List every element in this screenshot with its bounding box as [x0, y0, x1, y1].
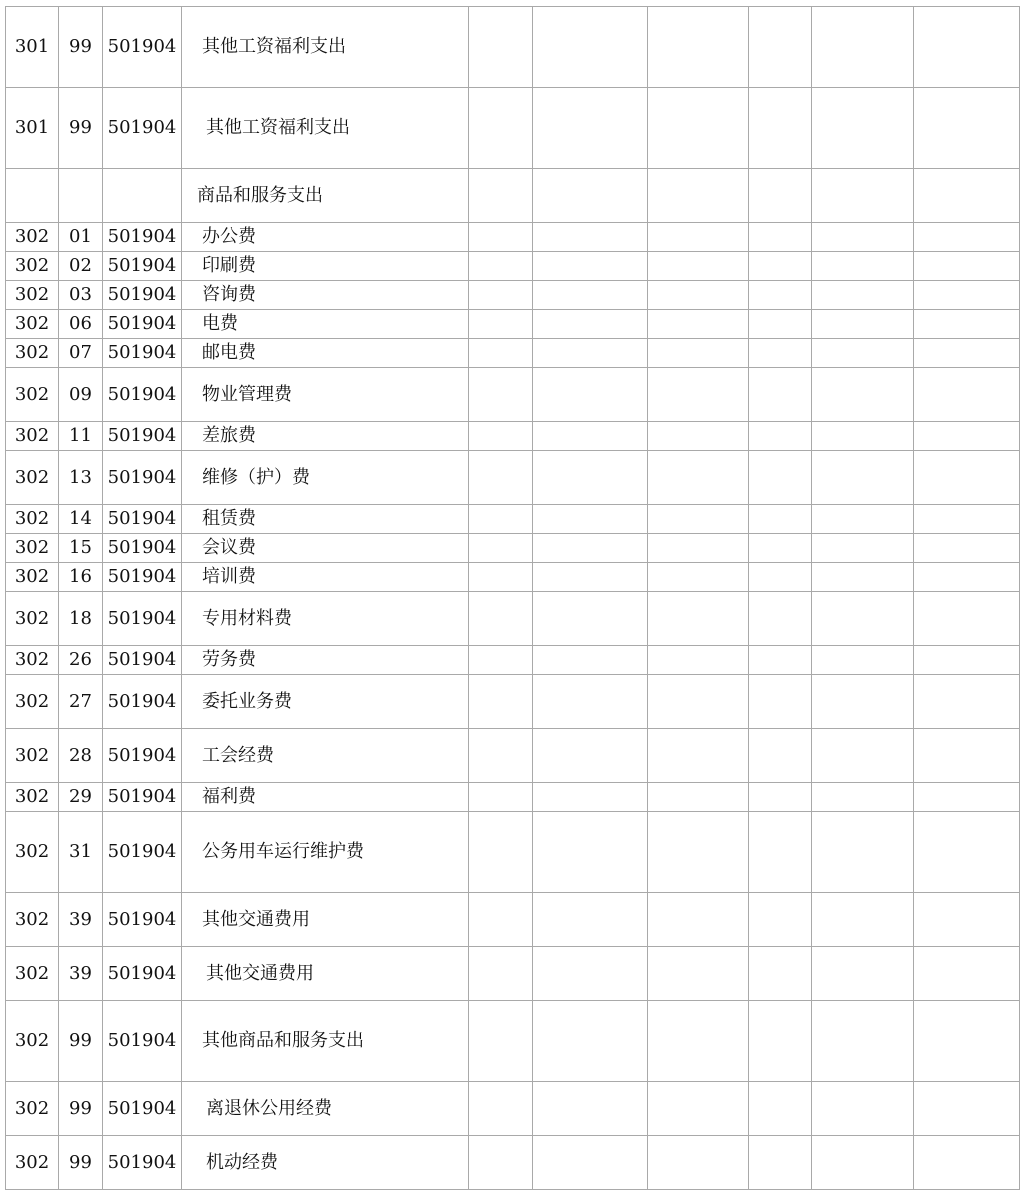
function-code-cell: 501904: [103, 534, 182, 563]
amount-cell: [469, 947, 533, 1001]
amount-cell: [812, 339, 914, 368]
class-code-cell: 301: [6, 7, 59, 88]
expense-name-cell: 其他交通费用: [182, 893, 469, 947]
table-row: [6, 310, 1020, 339]
amount-cell: [648, 281, 749, 310]
function-code-cell: 501904: [103, 223, 182, 252]
class-code-cell: 302: [6, 592, 59, 646]
class-code-cell: 302: [6, 563, 59, 592]
amount-cell: [749, 422, 812, 451]
amount-cell: [749, 1136, 812, 1190]
amount-cell: [914, 281, 1020, 310]
class-code-cell: 302: [6, 505, 59, 534]
amount-cell: [914, 252, 1020, 281]
class-code-cell: [6, 169, 59, 223]
function-code-cell: 501904: [103, 563, 182, 592]
amount-cell: [469, 7, 533, 88]
budget-table-body: [6, 7, 1020, 1190]
amount-cell: [914, 675, 1020, 729]
table-row: [6, 1082, 1020, 1136]
expense-name-cell: 差旅费: [182, 422, 469, 451]
expense-name-cell: 工会经费: [182, 729, 469, 783]
amount-cell: [914, 893, 1020, 947]
amount-cell: [533, 310, 648, 339]
table-row: [6, 563, 1020, 592]
amount-cell: [533, 169, 648, 223]
amount-cell: [812, 88, 914, 169]
amount-cell: [469, 451, 533, 505]
table-row: [6, 451, 1020, 505]
amount-cell: [533, 729, 648, 783]
amount-cell: [812, 534, 914, 563]
amount-cell: [533, 88, 648, 169]
item-code-cell: 39: [59, 947, 103, 1001]
expense-name-cell: 培训费: [182, 563, 469, 592]
expense-name-cell: 其他商品和服务支出: [182, 1001, 469, 1082]
function-code-cell: 501904: [103, 783, 182, 812]
amount-cell: [812, 252, 914, 281]
amount-cell: [749, 534, 812, 563]
item-code-cell: 09: [59, 368, 103, 422]
amount-cell: [533, 368, 648, 422]
amount-cell: [648, 422, 749, 451]
amount-cell: [812, 281, 914, 310]
amount-cell: [914, 534, 1020, 563]
expense-name-cell: 专用材料费: [182, 592, 469, 646]
amount-cell: [469, 368, 533, 422]
amount-cell: [749, 1082, 812, 1136]
amount-cell: [749, 729, 812, 783]
amount-cell: [533, 1136, 648, 1190]
amount-cell: [533, 7, 648, 88]
amount-cell: [749, 252, 812, 281]
table-row: [6, 675, 1020, 729]
amount-cell: [469, 310, 533, 339]
function-code-cell: 501904: [103, 1001, 182, 1082]
item-code-cell: 01: [59, 223, 103, 252]
amount-cell: [533, 592, 648, 646]
amount-cell: [533, 812, 648, 893]
table-row: [6, 947, 1020, 1001]
amount-cell: [812, 505, 914, 534]
expense-name-cell: 印刷费: [182, 252, 469, 281]
class-code-cell: 302: [6, 947, 59, 1001]
amount-cell: [469, 534, 533, 563]
amount-cell: [469, 339, 533, 368]
class-code-cell: 302: [6, 783, 59, 812]
expense-name-cell: 电费: [182, 310, 469, 339]
amount-cell: [648, 729, 749, 783]
item-code-cell: 99: [59, 1001, 103, 1082]
amount-cell: [914, 783, 1020, 812]
amount-cell: [749, 675, 812, 729]
item-code-cell: 18: [59, 592, 103, 646]
amount-cell: [648, 451, 749, 505]
class-code-cell: 302: [6, 729, 59, 783]
amount-cell: [648, 534, 749, 563]
amount-cell: [469, 88, 533, 169]
expense-name-cell: 商品和服务支出: [182, 169, 469, 223]
amount-cell: [914, 729, 1020, 783]
expense-name-cell: 机动经费: [182, 1136, 469, 1190]
item-code-cell: 07: [59, 339, 103, 368]
expense-name-cell: 福利费: [182, 783, 469, 812]
amount-cell: [469, 169, 533, 223]
item-code-cell: 99: [59, 1136, 103, 1190]
expense-name-cell: 办公费: [182, 223, 469, 252]
amount-cell: [469, 281, 533, 310]
amount-cell: [812, 592, 914, 646]
expense-name-cell: 其他工资福利支出: [182, 7, 469, 88]
function-code-cell: 501904: [103, 252, 182, 281]
amount-cell: [648, 947, 749, 1001]
table-row: [6, 88, 1020, 169]
amount-cell: [749, 223, 812, 252]
amount-cell: [469, 729, 533, 783]
amount-cell: [533, 675, 648, 729]
amount-cell: [749, 783, 812, 812]
amount-cell: [914, 646, 1020, 675]
table-row: [6, 1136, 1020, 1190]
amount-cell: [533, 534, 648, 563]
item-code-cell: 16: [59, 563, 103, 592]
amount-cell: [469, 1082, 533, 1136]
amount-cell: [469, 592, 533, 646]
amount-cell: [812, 310, 914, 339]
class-code-cell: 302: [6, 451, 59, 505]
amount-cell: [469, 783, 533, 812]
function-code-cell: 501904: [103, 505, 182, 534]
expense-name-cell: 劳务费: [182, 646, 469, 675]
class-code-cell: 302: [6, 1136, 59, 1190]
amount-cell: [812, 812, 914, 893]
amount-cell: [648, 1136, 749, 1190]
amount-cell: [812, 783, 914, 812]
amount-cell: [469, 675, 533, 729]
amount-cell: [812, 451, 914, 505]
amount-cell: [648, 592, 749, 646]
table-row: [6, 505, 1020, 534]
amount-cell: [469, 1136, 533, 1190]
budget-table: [5, 6, 1020, 1190]
amount-cell: [914, 368, 1020, 422]
class-code-cell: 302: [6, 893, 59, 947]
amount-cell: [812, 646, 914, 675]
amount-cell: [914, 1136, 1020, 1190]
amount-cell: [533, 252, 648, 281]
expense-name-cell: 咨询费: [182, 281, 469, 310]
amount-cell: [648, 169, 749, 223]
table-row: [6, 339, 1020, 368]
amount-cell: [812, 1136, 914, 1190]
expense-name-cell: 离退休公用经费: [182, 1082, 469, 1136]
item-code-cell: 13: [59, 451, 103, 505]
table-row: [6, 1001, 1020, 1082]
expense-name-cell: 其他工资福利支出: [182, 88, 469, 169]
amount-cell: [749, 947, 812, 1001]
class-code-cell: 302: [6, 223, 59, 252]
amount-cell: [469, 223, 533, 252]
function-code-cell: 501904: [103, 7, 182, 88]
amount-cell: [812, 1001, 914, 1082]
amount-cell: [469, 646, 533, 675]
function-code-cell: 501904: [103, 451, 182, 505]
table-row: [6, 783, 1020, 812]
class-code-cell: 302: [6, 534, 59, 563]
amount-cell: [914, 1082, 1020, 1136]
function-code-cell: 501904: [103, 1082, 182, 1136]
table-row: [6, 812, 1020, 893]
amount-cell: [914, 563, 1020, 592]
amount-cell: [533, 281, 648, 310]
amount-cell: [749, 368, 812, 422]
table-row: [6, 281, 1020, 310]
class-code-cell: 302: [6, 1082, 59, 1136]
amount-cell: [914, 310, 1020, 339]
amount-cell: [469, 252, 533, 281]
item-code-cell: 26: [59, 646, 103, 675]
amount-cell: [914, 422, 1020, 451]
table-row: [6, 169, 1020, 223]
amount-cell: [533, 451, 648, 505]
function-code-cell: 501904: [103, 592, 182, 646]
amount-cell: [812, 223, 914, 252]
item-code-cell: 03: [59, 281, 103, 310]
amount-cell: [749, 1001, 812, 1082]
class-code-cell: 302: [6, 646, 59, 675]
amount-cell: [648, 88, 749, 169]
item-code-cell: 15: [59, 534, 103, 563]
amount-cell: [648, 368, 749, 422]
amount-cell: [469, 1001, 533, 1082]
item-code-cell: 99: [59, 88, 103, 169]
class-code-cell: 302: [6, 368, 59, 422]
amount-cell: [749, 646, 812, 675]
table-row: [6, 252, 1020, 281]
amount-cell: [648, 783, 749, 812]
amount-cell: [812, 368, 914, 422]
amount-cell: [749, 451, 812, 505]
function-code-cell: 501904: [103, 675, 182, 729]
class-code-cell: 302: [6, 1001, 59, 1082]
amount-cell: [648, 7, 749, 88]
item-code-cell: 02: [59, 252, 103, 281]
function-code-cell: [103, 169, 182, 223]
class-code-cell: 302: [6, 252, 59, 281]
function-code-cell: 501904: [103, 1136, 182, 1190]
item-code-cell: 31: [59, 812, 103, 893]
expense-name-cell: 维修（护）费: [182, 451, 469, 505]
amount-cell: [648, 675, 749, 729]
amount-cell: [914, 223, 1020, 252]
amount-cell: [812, 169, 914, 223]
amount-cell: [469, 893, 533, 947]
class-code-cell: 302: [6, 812, 59, 893]
item-code-cell: 28: [59, 729, 103, 783]
class-code-cell: 302: [6, 339, 59, 368]
amount-cell: [914, 1001, 1020, 1082]
amount-cell: [812, 7, 914, 88]
item-code-cell: 39: [59, 893, 103, 947]
amount-cell: [914, 451, 1020, 505]
item-code-cell: [59, 169, 103, 223]
amount-cell: [469, 505, 533, 534]
item-code-cell: 11: [59, 422, 103, 451]
amount-cell: [533, 646, 648, 675]
expense-name-cell: 其他交通费用: [182, 947, 469, 1001]
amount-cell: [533, 947, 648, 1001]
amount-cell: [749, 310, 812, 339]
amount-cell: [749, 88, 812, 169]
expense-name-cell: 租赁费: [182, 505, 469, 534]
amount-cell: [469, 422, 533, 451]
function-code-cell: 501904: [103, 893, 182, 947]
amount-cell: [914, 88, 1020, 169]
amount-cell: [533, 339, 648, 368]
table-row: [6, 368, 1020, 422]
amount-cell: [812, 1082, 914, 1136]
amount-cell: [914, 505, 1020, 534]
table-row: [6, 223, 1020, 252]
class-code-cell: 302: [6, 675, 59, 729]
amount-cell: [749, 281, 812, 310]
amount-cell: [749, 592, 812, 646]
item-code-cell: 06: [59, 310, 103, 339]
function-code-cell: 501904: [103, 422, 182, 451]
amount-cell: [648, 339, 749, 368]
amount-cell: [648, 1001, 749, 1082]
expense-name-cell: 委托业务费: [182, 675, 469, 729]
item-code-cell: 99: [59, 7, 103, 88]
expense-name-cell: 公务用车运行维护费: [182, 812, 469, 893]
amount-cell: [533, 563, 648, 592]
amount-cell: [648, 223, 749, 252]
table-row: [6, 7, 1020, 88]
amount-cell: [533, 1001, 648, 1082]
item-code-cell: 14: [59, 505, 103, 534]
amount-cell: [749, 893, 812, 947]
table-row: [6, 646, 1020, 675]
table-row: [6, 729, 1020, 783]
function-code-cell: 501904: [103, 281, 182, 310]
item-code-cell: 27: [59, 675, 103, 729]
amount-cell: [533, 783, 648, 812]
item-code-cell: 99: [59, 1082, 103, 1136]
function-code-cell: 501904: [103, 88, 182, 169]
amount-cell: [749, 563, 812, 592]
function-code-cell: 501904: [103, 812, 182, 893]
class-code-cell: 302: [6, 422, 59, 451]
function-code-cell: 501904: [103, 646, 182, 675]
amount-cell: [749, 812, 812, 893]
amount-cell: [812, 675, 914, 729]
expense-name-cell: 邮电费: [182, 339, 469, 368]
amount-cell: [812, 563, 914, 592]
amount-cell: [914, 592, 1020, 646]
amount-cell: [749, 339, 812, 368]
amount-cell: [648, 563, 749, 592]
amount-cell: [812, 422, 914, 451]
amount-cell: [914, 812, 1020, 893]
expense-name-cell: 会议费: [182, 534, 469, 563]
amount-cell: [812, 947, 914, 1001]
function-code-cell: 501904: [103, 339, 182, 368]
amount-cell: [648, 252, 749, 281]
amount-cell: [648, 812, 749, 893]
amount-cell: [648, 893, 749, 947]
amount-cell: [749, 169, 812, 223]
amount-cell: [648, 646, 749, 675]
amount-cell: [749, 7, 812, 88]
amount-cell: [648, 1082, 749, 1136]
item-code-cell: 29: [59, 783, 103, 812]
amount-cell: [914, 169, 1020, 223]
function-code-cell: 501904: [103, 368, 182, 422]
expense-name-cell: 物业管理费: [182, 368, 469, 422]
amount-cell: [648, 505, 749, 534]
amount-cell: [914, 339, 1020, 368]
amount-cell: [812, 729, 914, 783]
function-code-cell: 501904: [103, 310, 182, 339]
class-code-cell: 302: [6, 281, 59, 310]
amount-cell: [914, 7, 1020, 88]
table-row: [6, 592, 1020, 646]
amount-cell: [533, 505, 648, 534]
amount-cell: [533, 422, 648, 451]
function-code-cell: 501904: [103, 947, 182, 1001]
table-row: [6, 893, 1020, 947]
amount-cell: [533, 893, 648, 947]
table-row: [6, 422, 1020, 451]
amount-cell: [533, 223, 648, 252]
class-code-cell: 302: [6, 310, 59, 339]
amount-cell: [533, 1082, 648, 1136]
function-code-cell: 501904: [103, 729, 182, 783]
amount-cell: [648, 310, 749, 339]
amount-cell: [469, 563, 533, 592]
amount-cell: [749, 505, 812, 534]
class-code-cell: 301: [6, 88, 59, 169]
amount-cell: [914, 947, 1020, 1001]
amount-cell: [812, 893, 914, 947]
table-row: [6, 534, 1020, 563]
amount-cell: [469, 812, 533, 893]
